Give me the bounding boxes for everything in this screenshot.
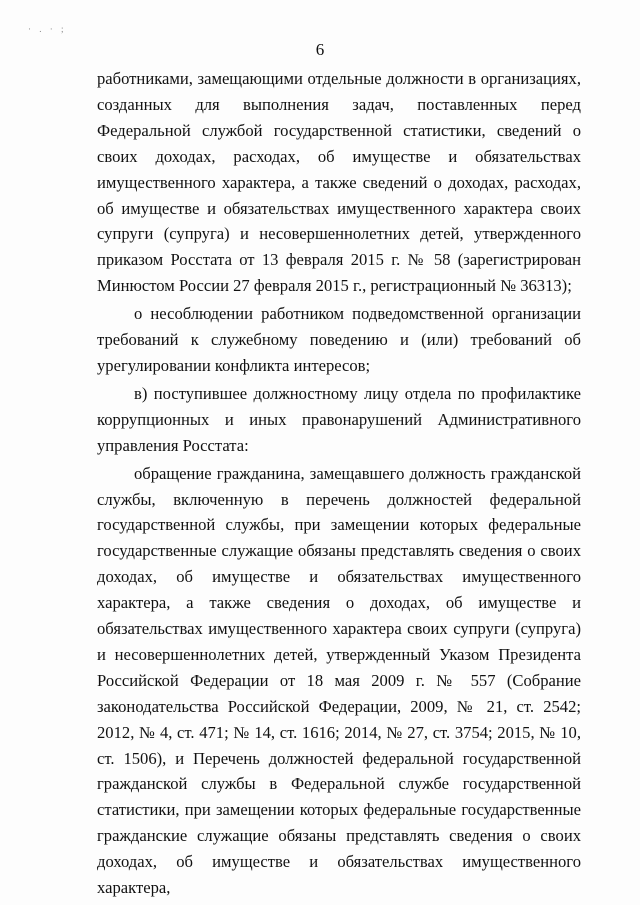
paragraph-continuation: работниками, замещающими отдельные должности в организациях, созданных для выполнения задач, поставленных перед Федеральной службой государственной статистики, сведений о своих доходах, расходах, об имуществе и обязательствах имущественного характера, а также сведений о доходах, расходах, об имуществе и обязательствах имущественного характера своих супруги (супруга) и несовершеннолетних детей, утвержденного приказом Росстата от 13 февраля 2015 г. № 58 (зарегистрирован Минюстом России 27 февраля 2015 г., регистрационный № 36313); [97, 69, 581, 296]
paragraph-non-compliance: о несоблюдении работником подведомственной организации требований к служебному поведению и (или) требований об урегулировании конфликта интересов; [97, 304, 581, 375]
paragraph-item-v: в) поступившее должностному лицу отдела по профилактике коррупционных и иных правонарушений Административного управления Росстата: [97, 383, 581, 455]
document-body [97, 66, 581, 901]
page-number: 6 [315, 40, 325, 59]
scan-artifact-marks: · . · ; [28, 24, 67, 34]
paragraph-citizen-appeal: обращение гражданина, замещавшего должность гражданской службы, включенную в перечень должностей федеральной государственной службы, при замещении которых федеральные государственные служащие обязаны представлять сведения о своих доходах, об имуществе и обязательствах имущественного характера, а также сведения о доходах, об имуществе и обязательствах имущественного характера своих супруги (супруга) и несовершеннолетних детей, утвержденный Указом Президента Российской Федерации от 18 мая 2009 г. № 557 (Собрание законодательства Российской Федерации, 2009, № 21, ст. 2542; 2012, № 4, ст. 471; № 14, ст. 1616; 2014, № 27, ст. 3754; 2015, № 10, ст. 1506), и Перечень должностей федеральной государственной гражданской службы в Федеральной службе государственной статистики, при замещении которых федеральные государственные гражданские служащие обязаны представлять сведения о своих доходах, об имуществе и обязательствах имущественного характера, [97, 463, 581, 898]
